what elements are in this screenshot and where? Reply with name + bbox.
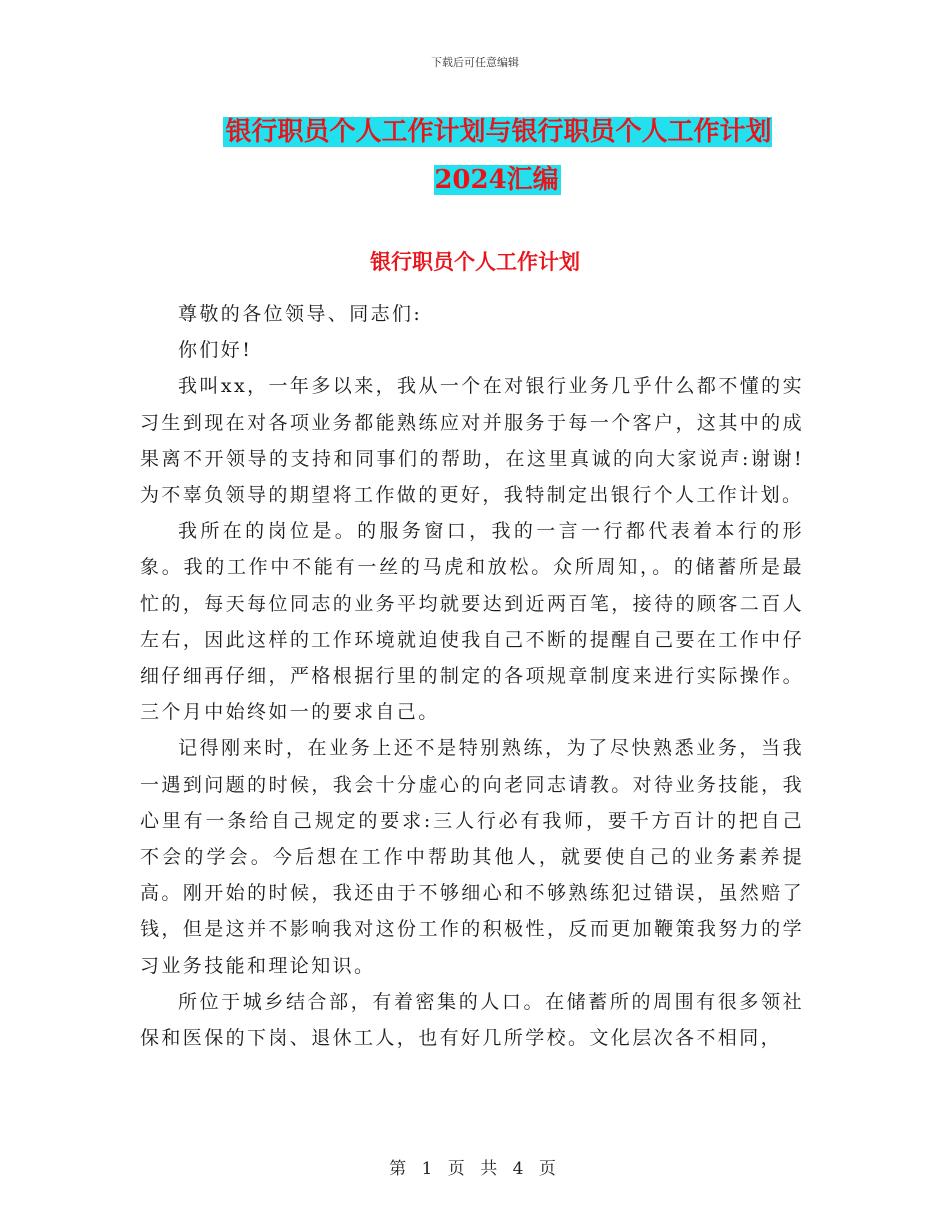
section-title: 银行职员个人工作计划 bbox=[370, 249, 580, 274]
header-note: 下载后可任意编辑 bbox=[431, 56, 519, 69]
paragraph: 所位于城乡结合部，有着密集的人口。在储蓄所的周围有很多领社保和医保的下岗、退休工人，也有好几所学校。文化层次各不相同， bbox=[140, 990, 804, 1050]
paragraph: 记得刚来时，在业务上还不是特别熟练，为了尽快熟悉业务，当我一遇到问题的时候，我会十分虚心的向老同志请教。对待业务技能，我心里有一条给自己规定的要求:三人行必有我师，要千方百计的把自己不会的学会。今后想在工作中帮助其他人，就要使自己的业务素养提高。刚开始的时候，我还由于不够细心和不够熟练犯过错误，虽然赔了钱，但是这并不影响我对这份工作的积极性，反而更加鞭策我努力的学习业务技能和理论知识。 bbox=[140, 737, 804, 977]
document-title-text: 银行职员个人工作计划与银行职员个人工作计划2024汇编 bbox=[225, 117, 772, 195]
paragraph: 我所在的岗位是。的服务窗口，我的一言一行都代表着本行的形象。我的工作中不能有一丝的马虎和放松。众所周知，。的储蓄所是最忙的，每天每位同志的业务平均就要达到近两百笔，接待的顾客二百人左右，因此这样的工作环境就迫使我自己不断的提醒自己要在工作中仔细仔细再仔细，严格根据行里的制定的各项规章制度来进行实际操作。三个月中始终如一的要求自己。 bbox=[140, 520, 804, 724]
paragraph: 你们好! bbox=[178, 339, 253, 362]
page-footer: 第 1 页 共 4 页 bbox=[389, 1159, 561, 1179]
paragraph: 我叫xx，一年多以来，我从一个在对银行业务几乎什么都不懂的实习生到现在对各项业务都能熟练应对并服务于每一个客户，这其中的成果离不开领导的支持和同事们的帮助，在这里真诚的向大家说声:谢谢!为不辜负领导的期望将工作做的更好，我特制定出银行个人工作计划。 bbox=[140, 375, 804, 507]
document-title bbox=[190, 108, 805, 204]
document-body bbox=[140, 296, 804, 1056]
paragraph: 尊敬的各位领导、同志们: bbox=[178, 303, 423, 325]
